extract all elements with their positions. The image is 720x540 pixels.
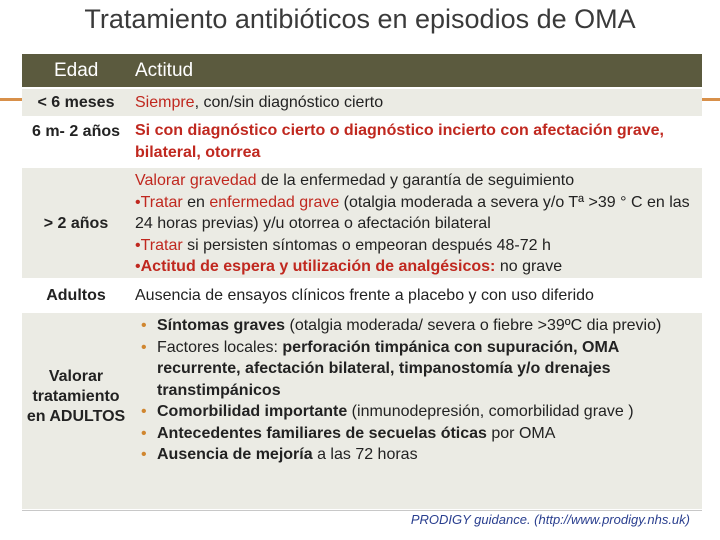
- table-row-under-6m: [22, 89, 702, 116]
- table-row-adult-treatment: [22, 313, 702, 509]
- source-footer: PRODIGY guidance. (http://www.prodigy.nhs.uk): [410, 512, 690, 527]
- slide-title: Tratamiento antibióticos en episodios de OMA: [84, 4, 636, 34]
- age-cell: Adultos: [46, 287, 106, 304]
- list-item: • Comorbilidad importante (inmunodepresión, comorbilidad grave ): [135, 401, 695, 423]
- list-item: • Síntomas graves (otalgia moderada/ severa o fiebre >39ºC dia previo): [135, 315, 695, 337]
- age-cell: 6 m- 2 años: [31, 123, 121, 140]
- list-item: • Ausencia de mejoría a las 72 horas: [135, 444, 695, 466]
- list-item: • Antecedentes familiares de secuelas óticas por OMA: [135, 423, 695, 445]
- table-row-adults: [22, 279, 702, 312]
- header-actitud: Actitud: [135, 60, 194, 81]
- action-cell: [135, 315, 695, 466]
- action-cell: Valorar gravedad de la enfermedad y garantía de seguimiento •Tratar en enfermedad grave (otalgia moderada a severa y/o Tª >39 ° C en las 24 horas previas) y/u otorrea o afectación bilateral •Tratar si persisten síntomas o empeoran después 48-72 h •Actitud de espera y utilización de analgésicos: no grave: [135, 172, 690, 275]
- age-cell: > 2 años: [43, 215, 109, 232]
- list-item: • Factores locales: perforación timpánica con supuración, OMA recurrente, afectación bilateral, timpanostomía y/o drenajes transtimpánicos: [135, 337, 695, 402]
- age-cell: Valorar tratamiento en ADULTOS: [26, 368, 126, 425]
- action-cell: Siempre, con/sin diagnóstico cierto: [135, 94, 384, 111]
- age-cell: < 6 meses: [37, 94, 115, 111]
- table-row-over-2y: [22, 168, 702, 278]
- footer-divider: [22, 510, 702, 511]
- action-cell: Si con diagnóstico cierto o diagnóstico incierto con afectación grave, bilateral, otorrea: [135, 122, 664, 161]
- action-cell: Ausencia de ensayos clínicos frente a placebo y con uso diferido: [135, 287, 594, 304]
- header-edad: Edad: [54, 60, 99, 81]
- table-header: [22, 54, 702, 87]
- left-accent-bar: [0, 98, 22, 101]
- table-row-6m-2y: [22, 117, 702, 167]
